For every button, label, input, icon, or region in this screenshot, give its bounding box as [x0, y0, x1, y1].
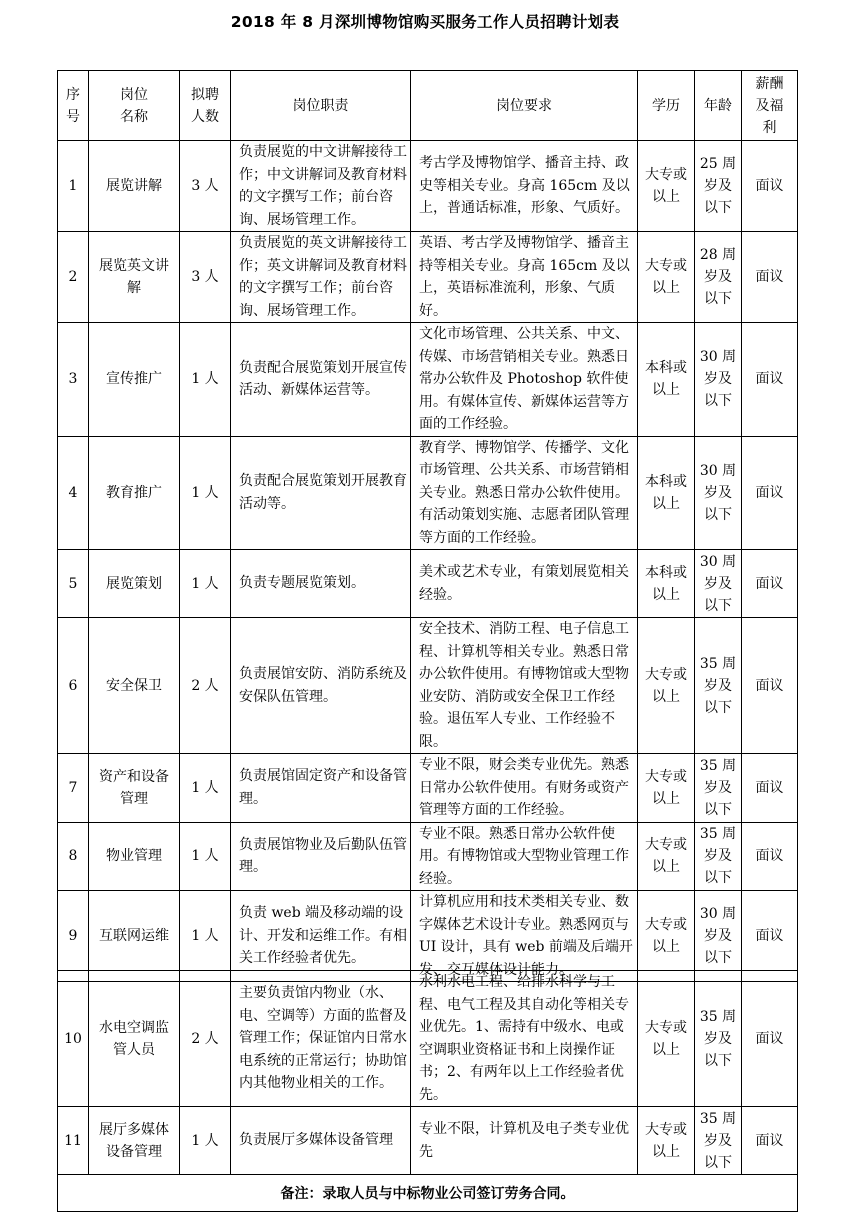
cell-count: 1 人 — [180, 1107, 231, 1175]
cell-salary: 面议 — [742, 971, 798, 1107]
header-no: 序 号 — [58, 71, 89, 141]
cell-education: 大专或 以上 — [638, 822, 695, 891]
header-row — [58, 71, 798, 141]
cell-age: 35 周 岁及 以下 — [695, 618, 742, 754]
cell-no: 4 — [58, 436, 89, 550]
cell-education: 大专或 以上 — [638, 754, 695, 823]
table-row — [58, 323, 798, 437]
cell-no: 10 — [58, 971, 89, 1107]
cell-age: 35 周 岁及 以下 — [695, 822, 742, 891]
cell-age: 28 周 岁及 以下 — [695, 232, 742, 323]
table-row — [58, 618, 798, 754]
header-requirements: 岗位要求 — [411, 71, 638, 141]
cell-requirements: 专业不限，财会类专业优先。熟悉日常办公软件使用。有财务或资产管理等方面的工作经验。 — [411, 754, 638, 823]
cell-no: 6 — [58, 618, 89, 754]
header-count: 拟聘 人数 — [180, 71, 231, 141]
header-education: 学历 — [638, 71, 695, 141]
cell-duties: 主要负责馆内物业（水、电、空调等）方面的监督及管理工作；保证馆内日常水电系统的正常运行；协助馆内其他物业相关的工作。 — [231, 971, 411, 1107]
cell-age: 30 周 岁及 以下 — [695, 891, 742, 982]
cell-salary: 面议 — [742, 891, 798, 982]
remark-text: 备注：录取人员与中标物业公司签订劳务合同。 — [58, 1175, 798, 1212]
cell-salary: 面议 — [742, 141, 798, 232]
cell-count: 2 人 — [180, 971, 231, 1107]
cell-count: 3 人 — [180, 232, 231, 323]
cell-requirements: 教育学、博物馆学、传播学、文化市场管理、公共关系、市场营销相关专业。熟悉日常办公软件使用。有活动策划实施、志愿者团队管理等方面的工作经验。 — [411, 436, 638, 550]
cell-salary: 面议 — [742, 822, 798, 891]
cell-position: 展厅多媒体 设备管理 — [89, 1107, 180, 1175]
cell-duties: 负责展馆安防、消防系统及安保队伍管理。 — [231, 618, 411, 754]
cell-duties: 负责展览的英文讲解接待工作；英文讲解词及教育材料的文字撰写工作；前台咨询、展场管理工作。 — [231, 232, 411, 323]
cell-no: 5 — [58, 550, 89, 618]
cell-age: 35 周 岁及 以下 — [695, 1107, 742, 1175]
header-salary: 薪酬 及福 利 — [742, 71, 798, 141]
cell-no: 3 — [58, 323, 89, 437]
cell-education: 大专或 以上 — [638, 891, 695, 982]
header-duties: 岗位职责 — [231, 71, 411, 141]
cell-duties: 负责专题展览策划。 — [231, 550, 411, 618]
cell-duties: 负责展馆物业及后勤队伍管理。 — [231, 822, 411, 891]
cell-position: 水电空调监 管人员 — [89, 971, 180, 1107]
cell-education: 大专或 以上 — [638, 971, 695, 1107]
cell-position: 资产和设备 管理 — [89, 754, 180, 823]
recruitment-table-part-1 — [57, 70, 798, 982]
cell-education: 大专或 以上 — [638, 1107, 695, 1175]
table-row — [58, 971, 798, 1107]
table-row — [58, 1107, 798, 1175]
cell-requirements: 专业不限。熟悉日常办公软件使用。有博物馆或大型物业管理工作经验。 — [411, 822, 638, 891]
cell-requirements: 考古学及博物馆学、播音主持、政史等相关专业。身高 165cm 及以上，普通话标准，形象、气质好。 — [411, 141, 638, 232]
cell-count: 1 人 — [180, 891, 231, 982]
cell-count: 3 人 — [180, 141, 231, 232]
table-row — [58, 436, 798, 550]
cell-position: 教育推广 — [89, 436, 180, 550]
table-row — [58, 754, 798, 823]
cell-position: 物业管理 — [89, 822, 180, 891]
cell-count: 1 人 — [180, 323, 231, 437]
cell-salary: 面议 — [742, 754, 798, 823]
cell-education: 本科或 以上 — [638, 436, 695, 550]
cell-salary: 面议 — [742, 232, 798, 323]
cell-requirements: 专业不限，计算机及电子类专业优先 — [411, 1107, 638, 1175]
cell-education: 大专或 以上 — [638, 141, 695, 232]
cell-requirements: 文化市场管理、公共关系、中文、传媒、市场营销相关专业。熟悉日常办公软件及 Photoshop 软件使用。有媒体宣传、新媒体运营等方面的工作经验。 — [411, 323, 638, 437]
cell-no: 7 — [58, 754, 89, 823]
cell-age: 25 周 岁及 以下 — [695, 141, 742, 232]
cell-count: 1 人 — [180, 436, 231, 550]
cell-no: 2 — [58, 232, 89, 323]
cell-position: 互联网运维 — [89, 891, 180, 982]
cell-age: 30 周 岁及 以下 — [695, 323, 742, 437]
cell-requirements: 美术或艺术专业，有策划展览相关经验。 — [411, 550, 638, 618]
cell-no: 8 — [58, 822, 89, 891]
cell-requirements: 英语、考古学及博物馆学、播音主持等相关专业。身高 165cm 及以上，英语标准流利，形象、气质好。 — [411, 232, 638, 323]
recruitment-table-part-2 — [57, 970, 798, 1212]
cell-salary: 面议 — [742, 550, 798, 618]
cell-duties: 负责展览的中文讲解接待工作；中文讲解词及教育材料的文字撰写工作；前台咨询、展场管理工作。 — [231, 141, 411, 232]
cell-count: 1 人 — [180, 550, 231, 618]
cell-no: 11 — [58, 1107, 89, 1175]
cell-position: 展览策划 — [89, 550, 180, 618]
table-row — [58, 141, 798, 232]
header-position: 岗位 名称 — [89, 71, 180, 141]
cell-age: 30 周 岁及 以下 — [695, 550, 742, 618]
cell-education: 大专或 以上 — [638, 232, 695, 323]
header-age: 年龄 — [695, 71, 742, 141]
cell-duties: 负责配合展览策划开展教育活动等。 — [231, 436, 411, 550]
cell-count: 1 人 — [180, 822, 231, 891]
cell-requirements: 水利水电工程、给排水科学与工程、电气工程及其自动化等相关专业优先。1、需持有中级水、电或空调职业资格证书和上岗操作证书；2、有两年以上工作经验者优先。 — [411, 971, 638, 1107]
cell-count: 2 人 — [180, 618, 231, 754]
cell-duties: 负责 web 端及移动端的设计、开发和运维工作。有相关工作经验者优先。 — [231, 891, 411, 982]
table-row — [58, 232, 798, 323]
cell-salary: 面议 — [742, 323, 798, 437]
cell-duties: 负责展馆固定资产和设备管理。 — [231, 754, 411, 823]
cell-education: 本科或 以上 — [638, 323, 695, 437]
cell-position: 展览英文讲 解 — [89, 232, 180, 323]
cell-position: 安全保卫 — [89, 618, 180, 754]
cell-duties: 负责展厅多媒体设备管理 — [231, 1107, 411, 1175]
cell-no: 1 — [58, 141, 89, 232]
cell-salary: 面议 — [742, 618, 798, 754]
cell-age: 35 周 岁及 以下 — [695, 971, 742, 1107]
cell-duties: 负责配合展览策划开展宣传活动、新媒体运营等。 — [231, 323, 411, 437]
cell-count: 1 人 — [180, 754, 231, 823]
table-row — [58, 550, 798, 618]
table-row — [58, 891, 798, 982]
cell-education: 本科或 以上 — [638, 550, 695, 618]
cell-age: 35 周 岁及 以下 — [695, 754, 742, 823]
cell-salary: 面议 — [742, 436, 798, 550]
cell-position: 展览讲解 — [89, 141, 180, 232]
cell-age: 30 周 岁及 以下 — [695, 436, 742, 550]
cell-position: 宣传推广 — [89, 323, 180, 437]
cell-education: 大专或 以上 — [638, 618, 695, 754]
cell-salary: 面议 — [742, 1107, 798, 1175]
document-title: 2018 年 8 月深圳博物馆购买服务工作人员招聘计划表 — [230, 13, 620, 31]
remark-row — [58, 1175, 798, 1212]
table-row — [58, 822, 798, 891]
cell-requirements: 计算机应用和技术类相关专业、数字媒体艺术设计专业。熟悉网页与 UI 设计，具有 web 前端及后端开发、交互媒体设计能力。 — [411, 891, 638, 982]
cell-requirements: 安全技术、消防工程、电子信息工程、计算机等相关专业。熟悉日常办公软件使用。有博物馆或大型物业安防、消防或安全保卫工作经验。退伍军人专业、工作经验不限。 — [411, 618, 638, 754]
cell-no: 9 — [58, 891, 89, 982]
